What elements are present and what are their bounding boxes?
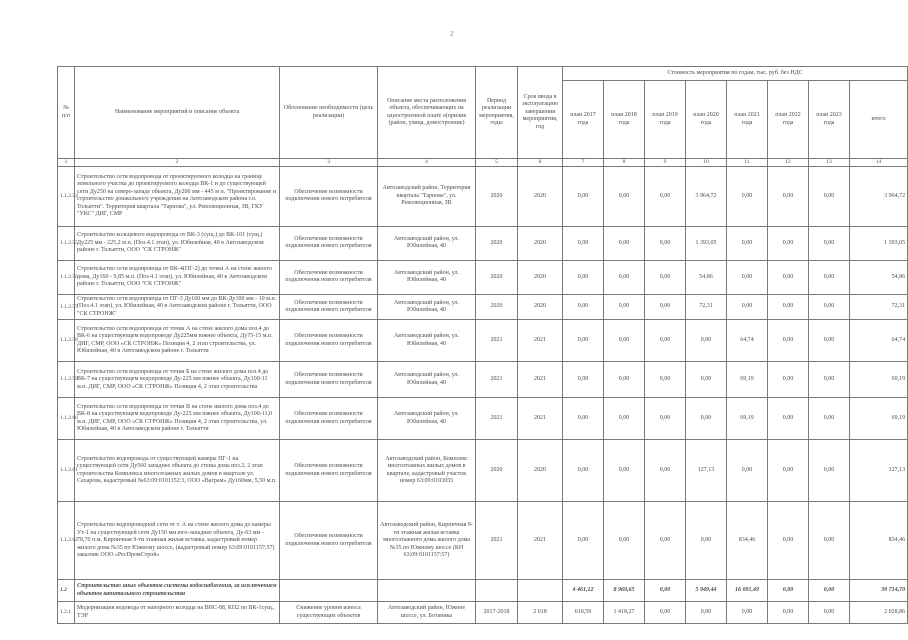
row-cost-value: 0,00 [809,580,850,602]
header-year: план 2020 года [686,81,727,159]
row-total: 834,46 [850,502,908,580]
row-cost-value: 0,00 [604,440,645,502]
row-date: 2 018 [518,602,563,624]
row-cost-value: 0,00 [645,580,686,602]
row-period: 2021 [476,362,518,398]
table-row [58,260,908,294]
table-row [58,320,908,362]
row-cost-value: 0,00 [686,502,727,580]
row-location: Автозаводский район, Кирпичная 9-ти этажная жилая вставка многоэтажного дома жилого дома №35 по Южному шоссе (КН 63:09:0101157:57) [378,502,476,580]
row-cost-value: 3 964,72 [686,166,727,226]
row-location: Автозаводский район, Комплекс многоэтажных жилых домов в квартале, кадастровый участок номер 63:09:0103055 [378,440,476,502]
row-cost-value: 0,00 [727,602,768,624]
row-cost-value: 0,00 [768,398,809,440]
row-cost-value: 0,00 [563,362,604,398]
row-cost-value: 0,00 [686,320,727,362]
row-total: 2 028,86 [850,602,908,624]
page-number: 2 [450,30,454,38]
row-reason: Обеспечение возможности подключения нового потребителя [280,502,378,580]
row-cost-value: 69,19 [727,362,768,398]
row-number: 1.1.2.59 [58,362,75,398]
investment-program-table [57,66,908,624]
row-date: 2020 [518,294,563,320]
row-cost-value: 0,00 [809,320,850,362]
row-cost-value: 0,00 [809,398,850,440]
row-description: Модернизация водовода от напорного колодца на ВНС-88, КП2 по ВК-1сущ., ТЭР [75,602,280,624]
column-index: 8 [604,159,645,167]
row-cost-value: 0,00 [809,602,850,624]
header-date: Срок ввода в эксплуатацию завершения мероприятия, год [518,67,563,159]
row-reason: Снижение уровня износа существующих объектов [280,602,378,624]
row-cost-value: 0,00 [563,294,604,320]
row-reason: Обеспечение возможности подключения нового потребителя [280,362,378,398]
row-period: 2020 [476,226,518,260]
row-description: Строительство иных объектов системы водоснабжения, за исключением объектов капитального строительства [75,580,280,602]
row-cost-value: 0,00 [645,502,686,580]
row-location: Автозаводский район, ул. Юбилейная, 40 [378,226,476,260]
row-number: 1.1.2.62 [58,502,75,580]
table-header [58,67,908,167]
row-cost-value: 0,00 [768,440,809,502]
row-cost-value: 0,00 [604,166,645,226]
row-cost-value: 0,00 [563,166,604,226]
column-index: 14 [850,159,908,167]
row-location: Автозаводский район, ул. Юбилейная, 40 [378,260,476,294]
row-cost-value: 0,00 [563,260,604,294]
row-total: 64,74 [850,320,908,362]
row-location: Автозаводский район, ул. Юбилейная, 40 [378,294,476,320]
header-year: план 2022 года [768,81,809,159]
header-reason: Обоснование необходимости (цель реализации) [280,67,378,159]
row-number: 1.1.2.55 [58,226,75,260]
row-date: 2020 [518,166,563,226]
row-period: 2020 [476,260,518,294]
row-cost-value: 0,00 [809,226,850,260]
row-period: 2021 [476,320,518,362]
row-cost-value: 0,00 [645,440,686,502]
row-total: 69,19 [850,398,908,440]
row-cost-value: 0,00 [727,226,768,260]
row-total: 3 964,72 [850,166,908,226]
table-row [58,166,908,226]
table-row [58,602,908,624]
row-reason: Обеспечение возможности подключения нового потребителя [280,226,378,260]
row-location: Автозаводский район, ул. Юбилейная, 40 [378,362,476,398]
row-date: 2020 [518,226,563,260]
row-cost-value: 0,00 [809,166,850,226]
row-total: 54,86 [850,260,908,294]
table-row [58,362,908,398]
column-index: 5 [476,159,518,167]
column-index: 2 [75,159,280,167]
row-period: 2017-2018 [476,602,518,624]
row-cost-value: 0,00 [768,260,809,294]
row-number: 1.1.2.56 [58,260,75,294]
row-total: 1 393,05 [850,226,908,260]
row-cost-value: 0,00 [604,362,645,398]
table-row [58,226,908,260]
row-location: Автозаводский район, Территория квартала "Тарнова", ул. Революционная, ЗВ [378,166,476,226]
row-cost-value: 0,00 [645,602,686,624]
row-cost-value: 0,00 [645,320,686,362]
row-description: Строительство водопроводной сети от т. А на стене жилого дома до камеры Ут-1 на существующей сети Ду150 мм юго-западнее объекта, Ду-63 мм - 78,70 п.м. Кирпичная 9-ти этажная жилая вставка, кадастровый номер жилого дома №35 по Южному шоссе, (кадастровый номер 63:09:0101157:57) заказчик ООО «РесПромСтрой» [75,502,280,580]
row-cost-value: 0,00 [645,294,686,320]
header-number: № п/п [58,67,75,159]
table-row [58,502,908,580]
column-index: 6 [518,159,563,167]
column-index: 1 [58,159,75,167]
row-cost-value: 0,00 [604,502,645,580]
row-date: 2020 [518,260,563,294]
row-cost-value: 1 393,05 [686,226,727,260]
table-row [58,294,908,320]
row-total: 69,19 [850,362,908,398]
row-cost-value: 0,00 [686,362,727,398]
row-location [378,580,476,602]
header-year: план 2021 года [727,81,768,159]
row-number: 1.1.2.60 [58,398,75,440]
row-cost-value: 0,00 [727,440,768,502]
row-date: 2021 [518,362,563,398]
row-cost-value: 54,86 [686,260,727,294]
column-index: 13 [809,159,850,167]
row-description: Строительство сети водопровода от точки В на стене жилого дома поз.4 до ВК-8 на существующем водопроводе Ду-225 мм южнее объекта, Ду100-11,0 м.п. ДИГ, СМР, ООО «СК СТРОНЖ» Позиция 4, 2 этап строительства, ул. Юбилейная, 40 в Автозаводском районе г. Тольятти [75,398,280,440]
row-cost-value: 0,00 [809,362,850,398]
column-index: 11 [727,159,768,167]
column-index: 4 [378,159,476,167]
row-cost-value: 0,00 [563,226,604,260]
row-cost-value: 0,00 [645,398,686,440]
row-cost-value: 0,00 [686,602,727,624]
header-name: Наименование мероприятий и описание объекта [75,67,280,159]
row-cost-value: 5 949,44 [686,580,727,602]
row-cost-value: 4 461,12 [563,580,604,602]
table-body [58,166,908,624]
row-cost-value: 0,00 [604,226,645,260]
row-total: 39 714,70 [850,580,908,602]
row-period: 2020 [476,294,518,320]
row-cost-value: 0,00 [768,502,809,580]
row-cost-value: 0,00 [604,398,645,440]
row-cost-value: 0,00 [645,226,686,260]
row-cost-value: 0,00 [809,440,850,502]
row-cost-value: 0,00 [768,226,809,260]
header-year: итого [850,81,908,159]
row-cost-value: 0,00 [645,260,686,294]
row-period [476,580,518,602]
row-reason: Обеспечение возможности подключения нового потребителя [280,398,378,440]
row-cost-value: 0,00 [604,260,645,294]
row-cost-value: 0,00 [768,320,809,362]
row-description: Строительство сети водопровода от ПГ-3 Ду160 мм до ВК-Ду100 мм - 10 м.п. (Поз.4.1 этап), ул. Юбилейная, 40 в Автозаводском районе г. Тольятти, ООО "СК СТРОНЖ" [75,294,280,320]
header-cost-group: Стоимость мероприятия по годам, тыс. руб. без НДС [563,67,908,81]
row-description: Строительство сети водопровода от точки А на стене жилого дома поз.4 до ВК-6 на существующем водопроводе Ду225мм южнее объекта, Ду75-15 м.п. ДИГ, СМР, ООО «СК СТРОНЖ» Позиция 4, 2 этап строительства, ул. Юбилейная, 40 в Автозаводском районе г. Тольятти [75,320,280,362]
row-period: 2020 [476,166,518,226]
header-year: план 2019 года [645,81,686,159]
table-row [58,580,908,602]
row-cost-value: 0,00 [563,398,604,440]
row-reason [280,580,378,602]
row-location: Автозаводский район, ул. Юбилейная, 40 [378,320,476,362]
row-reason: Обеспечение возможности подключения нового потребителя [280,166,378,226]
header-year: план 2023 года [809,81,850,159]
row-date [518,580,563,602]
row-cost-value: 69,19 [727,398,768,440]
row-cost-value: 0,00 [809,502,850,580]
row-cost-value: 0,00 [727,294,768,320]
column-index: 3 [280,159,378,167]
row-location: Автозаводский район, Южное шоссе, ул. Ботаника [378,602,476,624]
row-reason: Обеспечение возможности подключения нового потребителя [280,320,378,362]
row-cost-value: 8 969,65 [604,580,645,602]
row-total: 72,31 [850,294,908,320]
row-cost-value: 0,00 [768,166,809,226]
row-reason: Обеспечение возможности подключения нового потребителя [280,260,378,294]
row-cost-value: 0,00 [809,260,850,294]
row-number: 1.2 [58,580,75,602]
column-index: 7 [563,159,604,167]
row-cost-value: 0,00 [604,320,645,362]
row-cost-value: 0,00 [604,294,645,320]
row-cost-value: 0,00 [645,362,686,398]
row-cost-value: 0,00 [768,362,809,398]
row-cost-value: 0,00 [727,260,768,294]
row-cost-value: 64,74 [727,320,768,362]
row-number: 1.1.2.58 [58,320,75,362]
row-period: 2020 [476,440,518,502]
row-reason: Обеспечение возможности подключения нового потребителя [280,294,378,320]
row-period: 2021 [476,502,518,580]
row-cost-value: 0,00 [645,166,686,226]
row-number: 1.2.1 [58,602,75,624]
table-row [58,440,908,502]
row-date: 2021 [518,320,563,362]
row-reason: Обеспечение возможности подключения нового потребителя [280,440,378,502]
row-cost-value: 0,00 [727,166,768,226]
row-number: 1.1.2.57 [58,294,75,320]
row-cost-value: 127,13 [686,440,727,502]
row-cost-value: 610,59 [563,602,604,624]
row-description: Строительство сети водопровода от ВК-4(ПГ-2) до точки А на стене жилого дома, Ду160 - 9,85 м.п. (Поз.4.1 этап), ул. Юбилейная, 40 в Автозаводском районе г. Тольятти, ООО "СК СТРОНЖ" [75,260,280,294]
column-index: 9 [645,159,686,167]
header-location: Описание места расположения объекта, обеспечивающих на одностроенной плате о(прилик (район, улица, домостроение) [378,67,476,159]
row-cost-value: 16 091,49 [727,580,768,602]
row-date: 2020 [518,440,563,502]
row-cost-value: 834,46 [727,502,768,580]
row-period: 2021 [476,398,518,440]
row-cost-value: 72,31 [686,294,727,320]
row-cost-value: 0,00 [768,602,809,624]
row-date: 2021 [518,398,563,440]
row-cost-value: 0,00 [563,320,604,362]
row-description: Строительство водопровода от существующей камеры ПГ-1 на существующей сети Ду560 западнее объекта до стены дома поз.2, 2 этап строительства Комплекса многоэтажных жилых домов в квартале ул. Сахарова, кадастровый №63:09:0101152:3, ООО «Ваграм» Ду160мм, 5,50 м.п. [75,440,280,502]
column-index: 12 [768,159,809,167]
row-number: 1.1.2.61 [58,440,75,502]
row-cost-value: 0,00 [563,502,604,580]
row-cost-value: 1 418,27 [604,602,645,624]
row-cost-value: 0,00 [686,398,727,440]
row-cost-value: 0,00 [768,294,809,320]
header-year: план 2018 года [604,81,645,159]
row-number: 1.1.2.54 [58,166,75,226]
row-location: Автозаводский район, ул. Юбилейная, 40 [378,398,476,440]
row-cost-value: 0,00 [768,580,809,602]
row-cost-value: 0,00 [563,440,604,502]
header-period: Период реализации мероприятия, годы [476,67,518,159]
row-description: Строительство сети водопровода от проектируемого колодца на границе земельного участка до проектируемого колодца ВК-1 и до существующей сети Ду250 на северо-западе объекта, Ду200 мм - 445 м п. "Проектирование и строительство дошкольного учреждения на Автозаводском района г.о. Тольятти". Территория квартала "Тарнова", ул. Революционная, ЗВ, ГКУ "УКС" ДИГ, СМР [75,166,280,226]
row-description: Строительство кольцевого водопровода от ВК-3 (сущ.) до ВК-101 (сущ.) Ду225 мм - 225,2 м.п. (Поз.4.1 этап), ул. Юбилейная, 40 в Автозаводском районе г. Тольятти, ООО "СК СТРОНЖ" [75,226,280,260]
row-description: Строительство сети водопровода от точки Б на стене жилого дома поз.4 до ВК-7 на существующем водопроводе Ду-225 мм южнее объекта, Ду100-11 м.п. ДИГ, СМР, ООО «СК СТРОНЖ» Позиция 4, 2 этап строительства [75,362,280,398]
table-row [58,398,908,440]
row-total: 127,13 [850,440,908,502]
column-index: 10 [686,159,727,167]
row-date: 2021 [518,502,563,580]
row-cost-value: 0,00 [809,294,850,320]
header-year: план 2017 года [563,81,604,159]
